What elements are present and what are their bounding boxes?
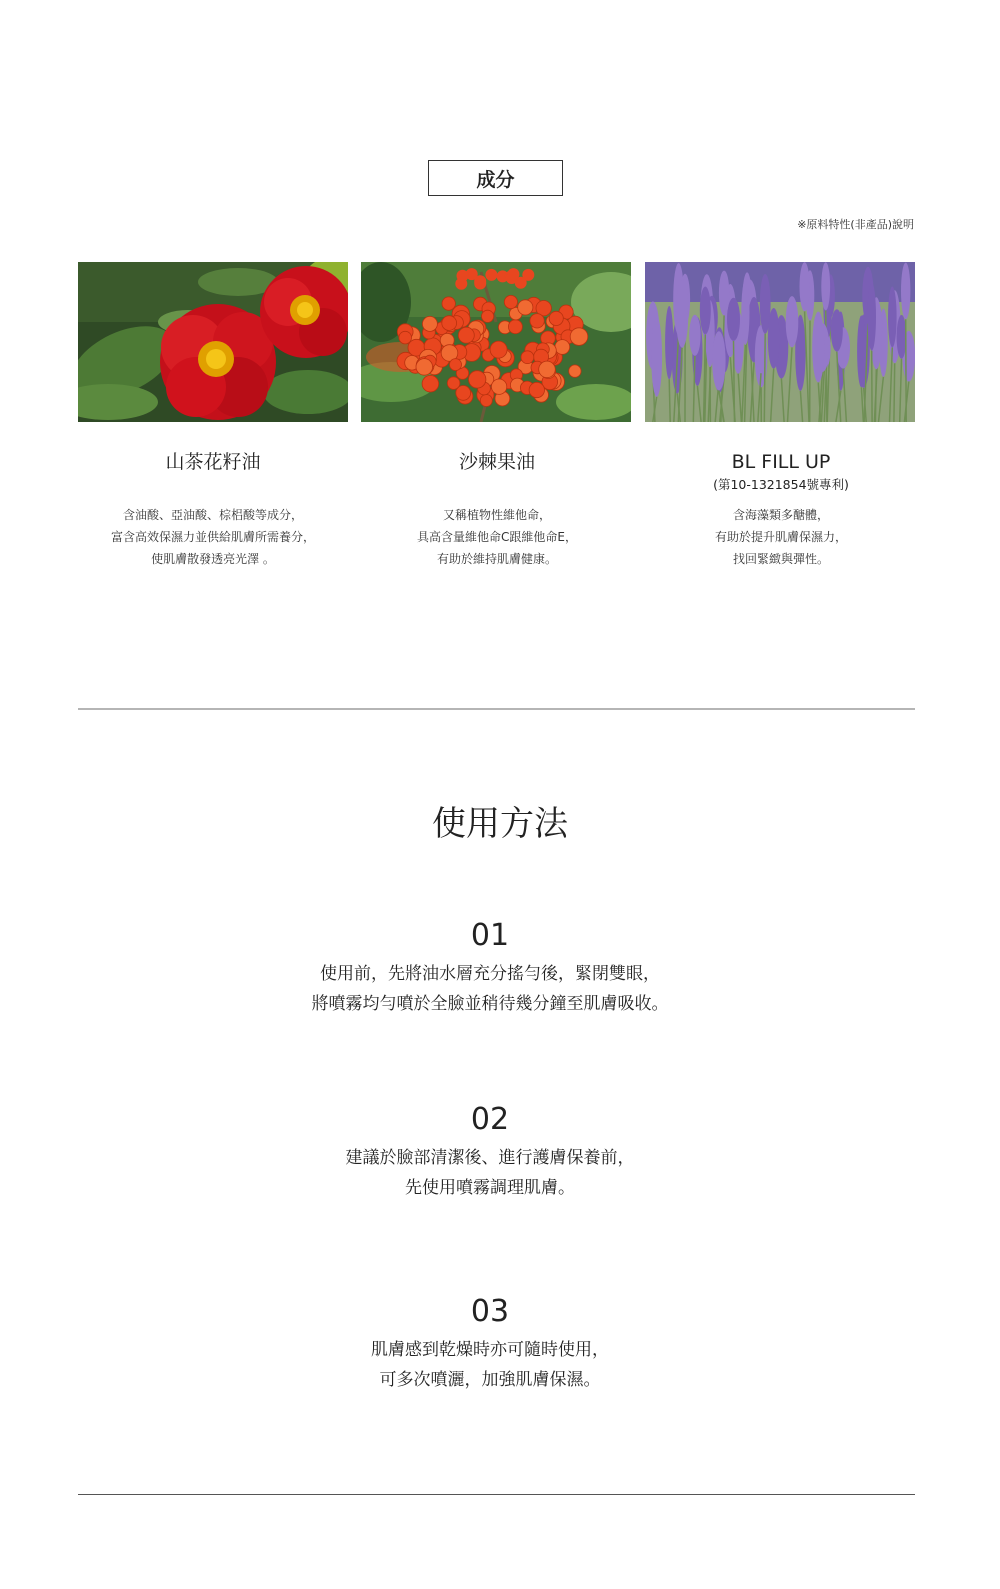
step-text-line: 將噴霧均勻噴於全臉並稍待幾分鐘至肌膚吸收。 [311, 994, 669, 1014]
bottom-divider [78, 1494, 915, 1495]
step-text-line: 可多次噴灑，加強肌膚保濕。 [379, 1370, 601, 1390]
usage-step [0, 1291, 980, 1395]
usage-step [0, 915, 980, 1019]
step-text-line: 先使用噴霧調理肌膚。 [405, 1178, 575, 1198]
ingredient-patent [63, 476, 363, 494]
description-line: 找回緊緻與彈性。 [732, 552, 829, 566]
description-line: 使肌膚散發透亮光澤 。 [151, 552, 275, 566]
ingredient-description [63, 504, 363, 570]
ingredient-camellia [63, 450, 363, 570]
description-line: 具高含量維他命C跟維他命E， [417, 530, 577, 544]
step-text-line: 建議於臉部清潔後、進行護膚保養前， [345, 1148, 635, 1168]
section-divider [78, 708, 915, 710]
ingredient-patent: (第10-1321854號專利) [713, 477, 849, 492]
usage-step [0, 1099, 980, 1203]
ingredient-description [347, 504, 647, 570]
description-line: 含海藻類多醣體， [732, 508, 829, 522]
ingredient-bl-fill-up [631, 450, 931, 570]
step-number: 02 [470, 1102, 510, 1137]
camellia-flower-photo [78, 262, 348, 422]
step-text-line: 使用前，先將油水層充分搖勻後，緊閉雙眼， [320, 964, 660, 984]
ingredients-section-title: 成分 [428, 160, 563, 196]
description-line: 有助於提升肌膚保濕力， [714, 530, 847, 544]
description-line: 又稱植物性維他命， [442, 508, 551, 522]
step-text-line: 肌膚感到乾燥時亦可隨時使用， [371, 1340, 609, 1360]
description-line: 富含高效保濕力並供給肌膚所需養分， [110, 530, 315, 544]
lavender-field-photo [645, 262, 915, 422]
usage-section-title: 使用方法 [432, 804, 568, 844]
ingredient-name: BL FILL UP [731, 451, 831, 473]
sea-buckthorn-berries-photo [361, 262, 631, 422]
ingredients-note: ※原料特性(非產品)說明 [797, 218, 914, 231]
ingredient-description [631, 504, 931, 570]
ingredient-name: 山茶花籽油 [165, 451, 261, 473]
ingredient-name: 沙棘果油 [458, 451, 535, 473]
step-number: 01 [470, 918, 510, 953]
ingredient-sea-buckthorn [347, 450, 647, 570]
step-number: 03 [470, 1294, 510, 1329]
ingredient-patent [347, 476, 647, 494]
description-line: 有助於維持肌膚健康。 [436, 552, 557, 566]
description-line: 含油酸、亞油酸、棕梠酸等成分， [122, 508, 303, 522]
